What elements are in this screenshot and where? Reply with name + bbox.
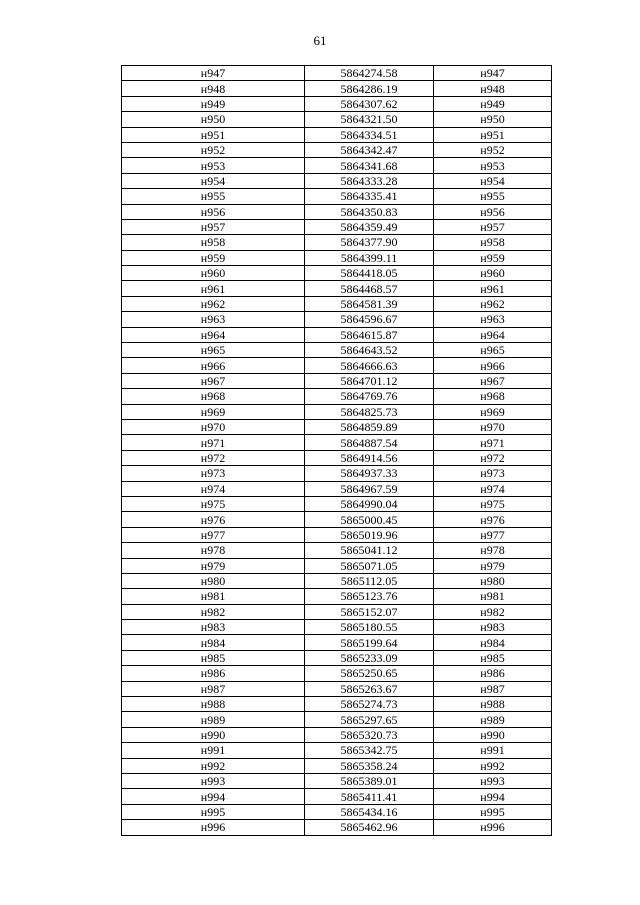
point-id-cell: н949: [122, 96, 305, 111]
coordinate-value-cell: 5864334.51: [305, 127, 434, 142]
coordinate-value-cell: 5864615.87: [305, 327, 434, 342]
point-id-repeat-cell: н993: [434, 773, 552, 788]
point-id-cell: н962: [122, 296, 305, 311]
coordinate-value-cell: 5865434.16: [305, 804, 434, 819]
point-id-cell: н981: [122, 589, 305, 604]
point-id-repeat-cell: н995: [434, 804, 552, 819]
table-row: [122, 158, 552, 173]
point-id-cell: н986: [122, 666, 305, 681]
coordinate-value-cell: 5864967.59: [305, 481, 434, 496]
table-row: [122, 250, 552, 265]
point-id-cell: н961: [122, 281, 305, 296]
point-id-cell: н955: [122, 189, 305, 204]
page-number: 61: [313, 33, 327, 48]
coordinate-value-cell: 5865123.76: [305, 589, 434, 604]
coordinate-value-cell: 5864307.62: [305, 96, 434, 111]
point-id-cell: н976: [122, 512, 305, 527]
coordinate-value-cell: 5865358.24: [305, 758, 434, 773]
coordinate-value-cell: 5864274.58: [305, 66, 434, 81]
point-id-cell: н996: [122, 820, 305, 835]
coordinate-value-cell: 5864468.57: [305, 281, 434, 296]
point-id-repeat-cell: н985: [434, 650, 552, 665]
table-row: [122, 589, 552, 604]
point-id-repeat-cell: н948: [434, 81, 552, 96]
coordinate-value-cell: 5865041.12: [305, 543, 434, 558]
point-id-cell: н965: [122, 343, 305, 358]
coordinate-value-cell: 5864321.50: [305, 112, 434, 127]
point-id-repeat-cell: н972: [434, 450, 552, 465]
coordinate-value-cell: 5865019.96: [305, 527, 434, 542]
table-row: [122, 512, 552, 527]
table-row: [122, 419, 552, 434]
point-id-repeat-cell: н987: [434, 681, 552, 696]
point-id-repeat-cell: н986: [434, 666, 552, 681]
coordinate-value-cell: 5865263.67: [305, 681, 434, 696]
point-id-repeat-cell: н971: [434, 435, 552, 450]
table-row: [122, 743, 552, 758]
point-id-cell: н983: [122, 620, 305, 635]
point-id-cell: н988: [122, 697, 305, 712]
point-id-repeat-cell: н984: [434, 635, 552, 650]
coordinate-value-cell: 5864769.76: [305, 389, 434, 404]
point-id-cell: н972: [122, 450, 305, 465]
point-id-cell: н978: [122, 543, 305, 558]
point-id-repeat-cell: н956: [434, 204, 552, 219]
point-id-repeat-cell: н954: [434, 173, 552, 188]
point-id-cell: н990: [122, 727, 305, 742]
table-row: [122, 312, 552, 327]
point-id-repeat-cell: н981: [434, 589, 552, 604]
point-id-repeat-cell: н969: [434, 404, 552, 419]
point-id-repeat-cell: н960: [434, 266, 552, 281]
coordinate-value-cell: 5864596.67: [305, 312, 434, 327]
table-row: [122, 404, 552, 419]
table-row: [122, 573, 552, 588]
point-id-repeat-cell: н992: [434, 758, 552, 773]
point-id-repeat-cell: н977: [434, 527, 552, 542]
table-row: [122, 173, 552, 188]
point-id-repeat-cell: н988: [434, 697, 552, 712]
coordinate-value-cell: 5865411.41: [305, 789, 434, 804]
point-id-cell: н959: [122, 250, 305, 265]
table-row: [122, 343, 552, 358]
point-id-cell: н974: [122, 481, 305, 496]
coordinate-value-cell: 5864350.83: [305, 204, 434, 219]
coordinate-value-cell: 5865389.01: [305, 773, 434, 788]
table-row: [122, 820, 552, 835]
point-id-repeat-cell: н980: [434, 573, 552, 588]
table-row: [122, 81, 552, 96]
point-id-cell: н975: [122, 496, 305, 511]
table-row: [122, 96, 552, 111]
table-row: [122, 727, 552, 742]
point-id-cell: н987: [122, 681, 305, 696]
table-row: [122, 773, 552, 788]
point-id-cell: н966: [122, 358, 305, 373]
table-row: [122, 189, 552, 204]
table-row: [122, 235, 552, 250]
table-row: [122, 712, 552, 727]
point-id-cell: н956: [122, 204, 305, 219]
point-id-cell: н982: [122, 604, 305, 619]
table-row: [122, 112, 552, 127]
point-id-cell: н957: [122, 219, 305, 234]
point-id-repeat-cell: н982: [434, 604, 552, 619]
point-id-repeat-cell: н951: [434, 127, 552, 142]
table-row: [122, 142, 552, 157]
point-id-repeat-cell: н994: [434, 789, 552, 804]
table-row: [122, 758, 552, 773]
point-id-cell: н985: [122, 650, 305, 665]
coordinate-value-cell: 5865233.09: [305, 650, 434, 665]
table-row: [122, 804, 552, 819]
point-id-cell: н969: [122, 404, 305, 419]
point-id-cell: н993: [122, 773, 305, 788]
point-id-repeat-cell: н962: [434, 296, 552, 311]
point-id-repeat-cell: н961: [434, 281, 552, 296]
point-id-repeat-cell: н975: [434, 496, 552, 511]
coordinate-value-cell: 5865274.73: [305, 697, 434, 712]
coordinate-value-cell: 5865180.55: [305, 620, 434, 635]
table-row: [122, 281, 552, 296]
table-row: [122, 389, 552, 404]
point-id-repeat-cell: н973: [434, 466, 552, 481]
point-id-cell: н948: [122, 81, 305, 96]
coordinate-value-cell: 5865250.65: [305, 666, 434, 681]
point-id-repeat-cell: н967: [434, 373, 552, 388]
point-id-cell: н958: [122, 235, 305, 250]
point-id-repeat-cell: н991: [434, 743, 552, 758]
point-id-cell: н951: [122, 127, 305, 142]
point-id-repeat-cell: н965: [434, 343, 552, 358]
point-id-cell: н991: [122, 743, 305, 758]
coordinate-value-cell: 5864937.33: [305, 466, 434, 481]
point-id-repeat-cell: н979: [434, 558, 552, 573]
point-id-cell: н984: [122, 635, 305, 650]
coordinate-value-cell: 5865462.96: [305, 820, 434, 835]
point-id-repeat-cell: н970: [434, 419, 552, 434]
point-id-cell: н979: [122, 558, 305, 573]
point-id-cell: н994: [122, 789, 305, 804]
table-row: [122, 604, 552, 619]
coordinate-value-cell: 5864377.90: [305, 235, 434, 250]
table-row: [122, 435, 552, 450]
point-id-cell: н968: [122, 389, 305, 404]
coordinate-value-cell: 5865320.73: [305, 727, 434, 742]
point-id-cell: н963: [122, 312, 305, 327]
table-row: [122, 697, 552, 712]
coordinate-value-cell: 5864418.05: [305, 266, 434, 281]
point-id-repeat-cell: н974: [434, 481, 552, 496]
point-id-repeat-cell: н947: [434, 66, 552, 81]
table-row: [122, 681, 552, 696]
point-id-cell: н971: [122, 435, 305, 450]
point-id-cell: н989: [122, 712, 305, 727]
coordinate-value-cell: 5865199.64: [305, 635, 434, 650]
point-id-cell: н964: [122, 327, 305, 342]
point-id-cell: н953: [122, 158, 305, 173]
point-id-cell: н947: [122, 66, 305, 81]
point-id-repeat-cell: н989: [434, 712, 552, 727]
coordinate-value-cell: 5864666.63: [305, 358, 434, 373]
point-id-repeat-cell: н966: [434, 358, 552, 373]
coordinate-value-cell: 5865152.07: [305, 604, 434, 619]
coordinates-table-body: [122, 66, 552, 836]
coordinate-value-cell: 5864341.68: [305, 158, 434, 173]
table-row: [122, 543, 552, 558]
table-row: [122, 527, 552, 542]
point-id-cell: н952: [122, 142, 305, 157]
coordinates-table: [121, 65, 552, 836]
table-row: [122, 204, 552, 219]
table-row: [122, 373, 552, 388]
coordinate-value-cell: 5865297.65: [305, 712, 434, 727]
table-row: [122, 296, 552, 311]
point-id-repeat-cell: н990: [434, 727, 552, 742]
coordinate-value-cell: 5865112.05: [305, 573, 434, 588]
point-id-repeat-cell: н963: [434, 312, 552, 327]
table-row: [122, 635, 552, 650]
table-row: [122, 789, 552, 804]
point-id-cell: н977: [122, 527, 305, 542]
point-id-cell: н960: [122, 266, 305, 281]
point-id-cell: н980: [122, 573, 305, 588]
coordinate-value-cell: 5864859.89: [305, 419, 434, 434]
point-id-cell: н954: [122, 173, 305, 188]
point-id-repeat-cell: н957: [434, 219, 552, 234]
point-id-cell: н950: [122, 112, 305, 127]
table-row: [122, 496, 552, 511]
point-id-cell: н970: [122, 419, 305, 434]
point-id-repeat-cell: н955: [434, 189, 552, 204]
table-row: [122, 650, 552, 665]
point-id-repeat-cell: н978: [434, 543, 552, 558]
table-row: [122, 66, 552, 81]
table-row: [122, 558, 552, 573]
point-id-cell: н995: [122, 804, 305, 819]
coordinate-value-cell: 5864914.56: [305, 450, 434, 465]
coordinate-value-cell: 5864701.12: [305, 373, 434, 388]
coordinate-value-cell: 5864335.41: [305, 189, 434, 204]
coordinate-value-cell: 5864825.73: [305, 404, 434, 419]
point-id-repeat-cell: н959: [434, 250, 552, 265]
point-id-cell: н992: [122, 758, 305, 773]
point-id-repeat-cell: н949: [434, 96, 552, 111]
coordinate-value-cell: 5864359.49: [305, 219, 434, 234]
point-id-repeat-cell: н964: [434, 327, 552, 342]
table-row: [122, 327, 552, 342]
point-id-repeat-cell: н968: [434, 389, 552, 404]
point-id-repeat-cell: н958: [434, 235, 552, 250]
table-row: [122, 127, 552, 142]
point-id-cell: н973: [122, 466, 305, 481]
coordinate-value-cell: 5864887.54: [305, 435, 434, 450]
coordinate-value-cell: 5865342.75: [305, 743, 434, 758]
point-id-cell: н967: [122, 373, 305, 388]
point-id-repeat-cell: н952: [434, 142, 552, 157]
coordinate-value-cell: 5864399.11: [305, 250, 434, 265]
table-row: [122, 219, 552, 234]
coordinate-value-cell: 5864581.39: [305, 296, 434, 311]
coordinate-value-cell: 5864990.04: [305, 496, 434, 511]
point-id-repeat-cell: н953: [434, 158, 552, 173]
coordinate-value-cell: 5865071.05: [305, 558, 434, 573]
coordinate-value-cell: 5864333.28: [305, 173, 434, 188]
coordinate-value-cell: 5864643.52: [305, 343, 434, 358]
point-id-repeat-cell: н996: [434, 820, 552, 835]
coordinate-value-cell: 5864286.19: [305, 81, 434, 96]
table-row: [122, 666, 552, 681]
table-row: [122, 620, 552, 635]
table-row: [122, 481, 552, 496]
coordinate-value-cell: 5864342.47: [305, 142, 434, 157]
table-row: [122, 358, 552, 373]
table-row: [122, 450, 552, 465]
point-id-repeat-cell: н950: [434, 112, 552, 127]
point-id-repeat-cell: н983: [434, 620, 552, 635]
coordinate-value-cell: 5865000.45: [305, 512, 434, 527]
point-id-repeat-cell: н976: [434, 512, 552, 527]
table-row: [122, 466, 552, 481]
table-row: [122, 266, 552, 281]
